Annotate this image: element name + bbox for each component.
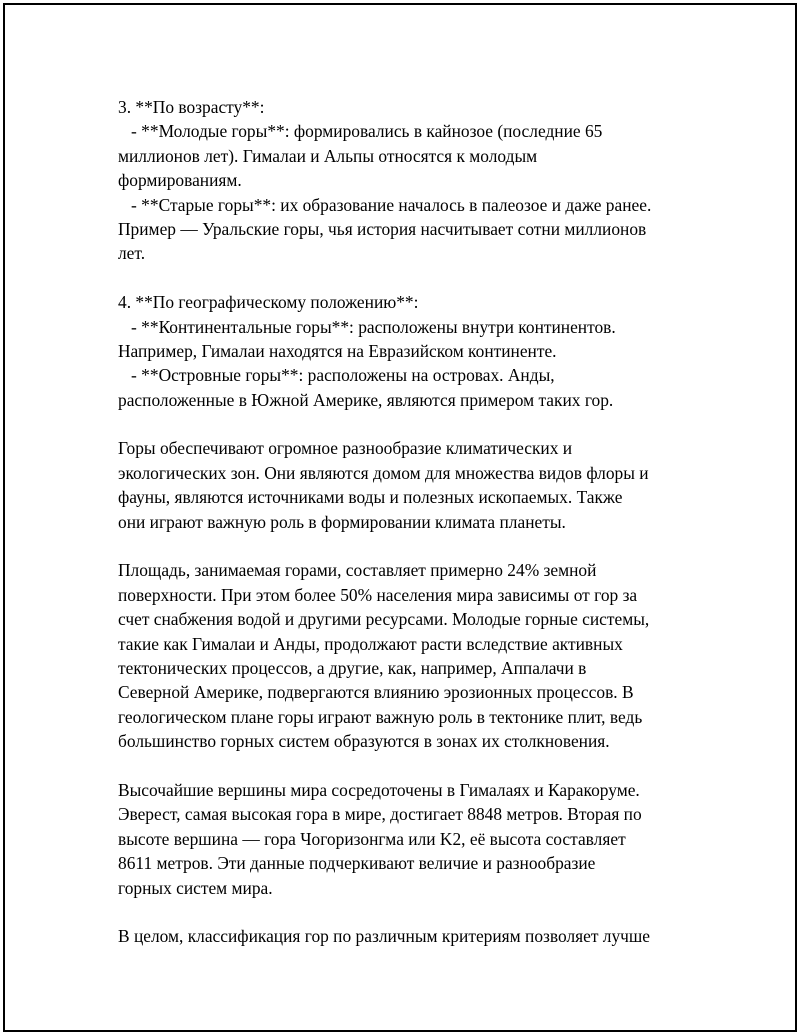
text-line: Эверест, самая высокая гора в мире, достигает 8848 метров. Вторая по	[118, 804, 642, 825]
text-line: высоте вершина — гора Чогоризонгма или K2, её высота составляет	[118, 828, 626, 849]
text-line: Пример — Уральские горы, чья история насчитывает сотни миллионов	[118, 218, 647, 239]
text-line: фауны, являются источниками воды и полезных ископаемых. Также	[118, 487, 623, 508]
text-line: горных систем мира.	[118, 877, 273, 898]
text-line: экологических зон. Они являются домом для множества видов флоры и	[118, 462, 649, 483]
paragraph-peaks	[118, 778, 698, 900]
paragraph-by-location	[118, 290, 698, 412]
text-line: поверхности. При этом более 50% населения мира зависимы от гор за	[118, 584, 638, 605]
text-line: В целом, классификация гор по различным критериям позволяет лучше	[118, 926, 651, 947]
text-line: тектонических процессов, а другие, как, например, Аппалачи в	[118, 657, 587, 678]
text-line: Например, Гималаи находятся на Евразийском континенте.	[118, 340, 557, 361]
text-line: 3. **По возрасту**:	[118, 97, 265, 117]
paragraph-conclusion	[118, 924, 698, 948]
paragraph-diversity	[118, 436, 698, 534]
text-line: расположенные в Южной Америке, являются примером таких гор.	[118, 389, 614, 410]
text-line: Высочайшие вершины мира сосредоточены в Гималаях и Каракоруме.	[118, 779, 640, 800]
text-line: - **Молодые горы**: формировались в кайнозое (последние 65	[118, 121, 603, 142]
paragraph-spacer	[118, 900, 698, 924]
text-line: такие как Гималаи и Анды, продолжают расти вследствие активных	[118, 633, 623, 654]
text-line: - **Континентальные горы**: расположены внутри континентов.	[118, 316, 616, 337]
text-line: формированиям.	[118, 170, 242, 191]
text-line: они играют важную роль в формировании климата планеты.	[118, 511, 566, 532]
paragraph-spacer	[118, 412, 698, 436]
text-line: Площадь, занимаемая горами, составляет примерно 24% земной	[118, 560, 597, 581]
text-line: 4. **По географическому положению**:	[118, 292, 419, 313]
text-line: счет снабжения водой и другими ресурсами. Молодые горные системы,	[118, 609, 650, 630]
paragraph-area	[118, 558, 698, 753]
paragraph-spacer	[118, 754, 698, 778]
text-line: Северной Америке, подвергаются влиянию эрозионных процессов. В	[118, 682, 634, 703]
paragraph-spacer	[118, 534, 698, 558]
text-line: лет.	[118, 243, 146, 264]
text-line: - **Старые горы**: их образование началось в палеозое и даже ранее.	[118, 194, 652, 215]
text-line: 8611 метров. Эти данные подчеркивают величие и разнообразие	[118, 853, 596, 874]
document-body	[118, 95, 698, 949]
text-line: геологическом плане горы играют важную роль в тектонике плит, ведь	[118, 706, 643, 727]
text-line: - **Островные горы**: расположены на островах. Анды,	[118, 365, 555, 386]
paragraph-by-age	[118, 95, 698, 266]
paragraph-spacer	[118, 266, 698, 290]
text-line: Горы обеспечивают огромное разнообразие климатических и	[118, 438, 573, 459]
text-line: миллионов лет). Гималаи и Альпы относятся к молодым	[118, 145, 538, 166]
text-line: большинство горных систем образуются в зонах их столкновения.	[118, 731, 610, 752]
